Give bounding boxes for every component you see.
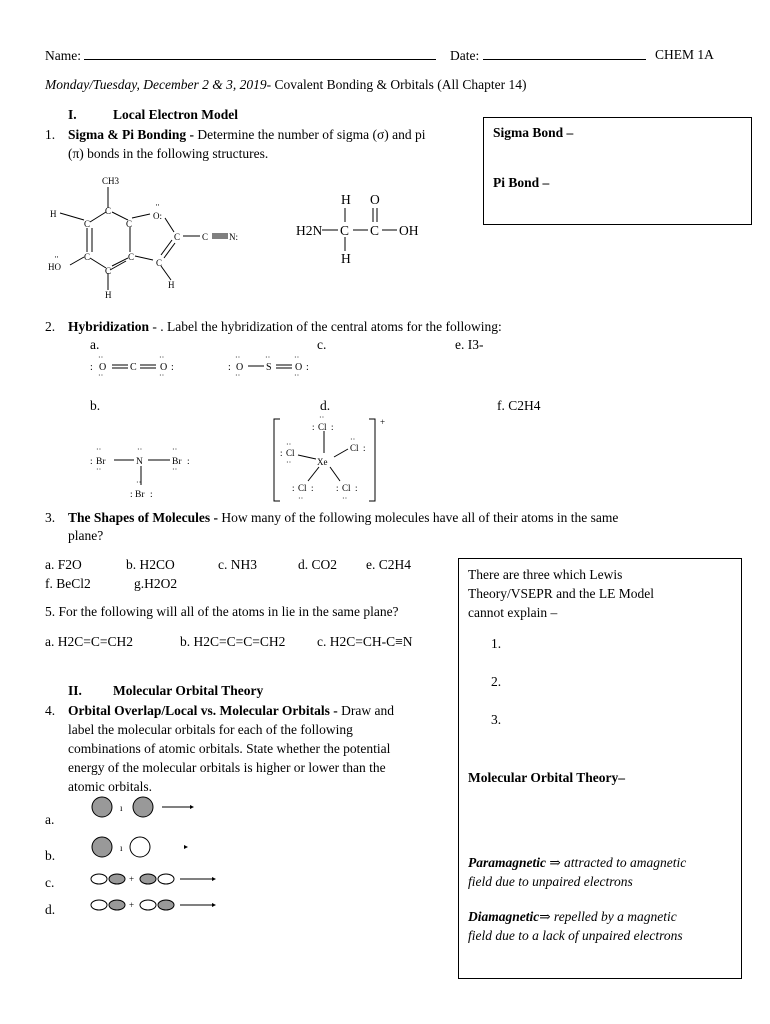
mol-b-n: N bbox=[136, 457, 143, 467]
svg-text:··: ·· bbox=[96, 445, 102, 454]
orbital-b-tick: ı bbox=[120, 843, 123, 853]
s1-c4: C bbox=[84, 252, 91, 262]
svg-text::: : bbox=[90, 457, 93, 467]
notes-item-3: 3. bbox=[491, 712, 502, 727]
q4-text-1: Draw and bbox=[341, 703, 394, 718]
name-label: Name: bbox=[45, 48, 81, 63]
svg-text:··: ·· bbox=[98, 371, 104, 380]
svg-text::: : bbox=[150, 490, 153, 500]
svg-text:··: ·· bbox=[172, 445, 178, 454]
section-1-title: Local Electron Model bbox=[113, 107, 238, 122]
name-field[interactable] bbox=[45, 47, 436, 64]
notes-box bbox=[458, 558, 742, 979]
q2-d-label: d. bbox=[320, 398, 331, 413]
notes-intro-2: Theory/VSEPR and the LE Model bbox=[468, 586, 654, 601]
s1-ch3: CH3 bbox=[102, 176, 120, 186]
s1-c1: C bbox=[84, 219, 91, 229]
svg-text:··: ·· bbox=[294, 371, 300, 380]
s1-h-right: H bbox=[168, 280, 175, 290]
section-2-numeral: II. bbox=[68, 683, 82, 698]
svg-text:··: ·· bbox=[265, 353, 271, 362]
s1-h-bottom: H bbox=[105, 290, 112, 300]
s1-c3: C bbox=[126, 219, 133, 229]
diamagnetic-def-2: field due to a lack of unpaired electrons bbox=[468, 928, 683, 943]
svg-text:··: ·· bbox=[342, 494, 348, 503]
s2-h2n: H2N bbox=[296, 223, 323, 238]
q3-text-a: How many of the following molecules have all of their atoms in the same bbox=[221, 510, 619, 525]
mol-b-br3: Br bbox=[135, 490, 145, 500]
mol-b-br2: Br bbox=[172, 457, 182, 467]
q2-f-label: f. C2H4 bbox=[497, 398, 541, 413]
s1-o-dots: ·· bbox=[155, 200, 159, 210]
section-1-numeral: I. bbox=[68, 107, 77, 122]
svg-text:··: ·· bbox=[159, 353, 165, 362]
s1-o: O: bbox=[153, 211, 162, 221]
svg-text::: : bbox=[292, 483, 295, 493]
q2-number: 2. bbox=[45, 319, 56, 334]
s2-c1: C bbox=[340, 223, 350, 238]
q1-text-b: (π) bonds in the following structures. bbox=[68, 146, 269, 161]
mol-a-o2: O bbox=[160, 362, 168, 373]
s2-c2: C bbox=[370, 223, 380, 238]
mol-a-o1: O bbox=[99, 362, 107, 373]
mol-d-xe: Xe bbox=[317, 457, 328, 467]
q2-body: - . Label the hybridization of the central atoms for the following: bbox=[149, 319, 502, 334]
svg-text:··: ·· bbox=[235, 353, 241, 362]
svg-text::: : bbox=[130, 490, 133, 500]
notes-intro-1: There are three which Lewis bbox=[468, 567, 623, 582]
q2-bold: Hybridization bbox=[68, 319, 150, 334]
s2-oh: OH bbox=[399, 223, 419, 238]
q2-b-label: b. bbox=[90, 398, 101, 413]
mol-d-cl-left: Cl bbox=[286, 448, 295, 458]
date-line[interactable] bbox=[483, 47, 646, 60]
q5-text: 5. For the following will all of the atoms in lie in the same plane? bbox=[45, 604, 399, 619]
q4-text-5: atomic orbitals. bbox=[68, 779, 152, 794]
svg-text::: : bbox=[331, 422, 334, 432]
q4-line-1 bbox=[68, 703, 394, 719]
mol-c-s: S bbox=[266, 362, 272, 373]
mol-a-c: C bbox=[130, 362, 137, 373]
q2-a-label: a. bbox=[90, 337, 100, 352]
s1-c6: C bbox=[128, 252, 135, 262]
s1-h-left: H bbox=[50, 209, 57, 219]
q5-option-a: a. H2C=C=CH2 bbox=[45, 634, 133, 649]
svg-text::: : bbox=[363, 443, 366, 453]
s1-c7: C bbox=[174, 232, 181, 242]
molecule-c-diagram bbox=[228, 355, 328, 380]
q1-bold: Sigma & Pi Bonding - bbox=[68, 127, 198, 142]
q4-d-label: d. bbox=[45, 902, 56, 917]
svg-text::: : bbox=[336, 483, 339, 493]
svg-text:··: ·· bbox=[159, 371, 165, 380]
svg-text:··: ·· bbox=[172, 465, 178, 474]
q4-c-label: c. bbox=[45, 875, 55, 890]
mo-theory-label: Molecular Orbital Theory– bbox=[468, 770, 625, 785]
orbital-a-tick: ı bbox=[120, 803, 123, 813]
svg-text::: : bbox=[228, 362, 231, 373]
mol-d-charge: + bbox=[380, 417, 386, 427]
svg-text:··: ·· bbox=[319, 413, 325, 422]
molecule-b-diagram bbox=[90, 445, 210, 500]
mol-d-cl-bl: Cl bbox=[298, 483, 307, 493]
orbital-d-plus: + bbox=[129, 900, 135, 910]
subtitle-date: Monday/Tuesday, December 2 & 3, 2019- bbox=[45, 77, 272, 92]
orbital-diagrams bbox=[88, 795, 228, 920]
svg-text:··: ·· bbox=[137, 445, 143, 454]
q1-text-a: Determine the number of sigma (σ) and pi bbox=[197, 127, 426, 142]
structure-1-diagram bbox=[40, 170, 260, 305]
s1-ho: HO bbox=[48, 262, 61, 272]
svg-text::: : bbox=[187, 457, 190, 467]
q3-text-b: plane? bbox=[68, 528, 104, 543]
molecule-d-diagram bbox=[272, 415, 392, 505]
s1-n: N: bbox=[229, 232, 238, 242]
svg-text::: : bbox=[171, 362, 174, 373]
q2-text bbox=[68, 319, 502, 335]
svg-text:··: ·· bbox=[294, 353, 300, 362]
subtitle-topic: Covalent Bonding & Orbitals (All Chapter 14) bbox=[271, 77, 527, 92]
diamagnetic-term: Diamagnetic bbox=[468, 909, 540, 924]
mol-c-o2: O bbox=[295, 362, 303, 373]
svg-text:··: ·· bbox=[96, 465, 102, 474]
q4-text-3: combinations of atomic orbitals. State whether the potential bbox=[68, 741, 391, 756]
q5-option-b: b. H2C=C=C=CH2 bbox=[180, 634, 286, 649]
diamagnetic-line-1 bbox=[468, 909, 677, 925]
svg-text:··: ·· bbox=[350, 435, 356, 444]
subtitle bbox=[45, 77, 526, 93]
pi-bond-label: Pi Bond – bbox=[493, 175, 550, 190]
q3-number: 3. bbox=[45, 510, 56, 525]
q3-bold: The Shapes of Molecules - bbox=[68, 510, 222, 525]
date-field[interactable] bbox=[450, 47, 646, 64]
svg-text:··: ·· bbox=[98, 353, 104, 362]
svg-text::: : bbox=[90, 362, 93, 373]
svg-text:··: ·· bbox=[235, 371, 241, 380]
date-label: Date: bbox=[450, 48, 480, 63]
s1-ho-dots: ·· bbox=[54, 252, 58, 262]
svg-text::: : bbox=[355, 483, 358, 493]
orbital-c-plus: + bbox=[129, 874, 135, 884]
sigma-pi-box bbox=[483, 117, 752, 225]
q4-bold: Orbital Overlap/Local vs. Molecular Orbitals - bbox=[68, 703, 342, 718]
q3-option-d: d. CO2 bbox=[298, 557, 338, 572]
q2-c-label: c. bbox=[317, 337, 327, 352]
sigma-bond-label: Sigma Bond – bbox=[493, 125, 574, 140]
q5-option-c: c. H2C=CH-C≡N bbox=[317, 634, 413, 649]
q2-e-label: e. I3- bbox=[455, 337, 484, 352]
s1-c5: C bbox=[105, 266, 112, 276]
q3-option-c: c. NH3 bbox=[218, 557, 257, 572]
mol-d-cl-br: Cl bbox=[342, 483, 351, 493]
structure-2-diagram bbox=[295, 190, 435, 270]
notes-intro-3: cannot explain – bbox=[468, 605, 558, 620]
svg-text::: : bbox=[312, 422, 315, 432]
svg-text::: : bbox=[311, 483, 314, 493]
mol-d-cl-top: Cl bbox=[318, 422, 327, 432]
q1-text bbox=[68, 127, 426, 143]
mol-d-cl-right: Cl bbox=[350, 443, 359, 453]
s1-c2: C bbox=[105, 206, 112, 216]
name-line[interactable] bbox=[84, 47, 436, 60]
q3-text bbox=[68, 510, 618, 526]
q4-text-2: label the molecular orbitals for each of the following bbox=[68, 722, 353, 737]
svg-text::: : bbox=[306, 362, 309, 373]
paramagnetic-def-2: field due to unpaired electrons bbox=[468, 874, 633, 889]
s1-c8: C bbox=[156, 258, 163, 268]
paramagnetic-term: Paramagnetic bbox=[468, 855, 546, 870]
svg-text:··: ·· bbox=[286, 458, 292, 467]
s2-h-top: H bbox=[341, 192, 351, 207]
svg-text:··: ·· bbox=[136, 478, 142, 487]
s1-c9: C bbox=[202, 232, 209, 242]
q1-number: 1. bbox=[45, 127, 56, 142]
q3-option-a: a. F2O bbox=[45, 557, 82, 572]
s2-o: O bbox=[370, 192, 380, 207]
s2-h-bottom: H bbox=[341, 251, 351, 266]
course-label: CHEM 1A bbox=[655, 47, 714, 62]
svg-text:··: ·· bbox=[298, 494, 304, 503]
notes-item-1: 1. bbox=[491, 636, 502, 651]
mol-b-br1: Br bbox=[96, 457, 106, 467]
q3-option-b: b. H2CO bbox=[126, 557, 175, 572]
q3-option-f: f. BeCl2 bbox=[45, 576, 91, 591]
notes-item-2: 2. bbox=[491, 674, 502, 689]
q3-option-e: e. C2H4 bbox=[366, 557, 411, 572]
diamagnetic-def-1: ⇒ repelled by a magnetic bbox=[539, 909, 677, 924]
paramagnetic-def-1: ⇒ attracted to amagnetic bbox=[546, 855, 687, 870]
svg-text::: : bbox=[280, 448, 283, 458]
q4-a-label: a. bbox=[45, 812, 55, 827]
section-2-title: Molecular Orbital Theory bbox=[113, 683, 264, 698]
q4-text-4: energy of the molecular orbitals is higher or lower than the bbox=[68, 760, 386, 775]
q4-number: 4. bbox=[45, 703, 56, 718]
molecule-a-diagram bbox=[90, 355, 190, 380]
paramagnetic-line-1 bbox=[468, 855, 686, 871]
svg-text:··: ·· bbox=[286, 440, 292, 449]
q3-option-g: g.H2O2 bbox=[134, 576, 178, 591]
q4-b-label: b. bbox=[45, 848, 56, 863]
mol-c-o1: O bbox=[236, 362, 244, 373]
